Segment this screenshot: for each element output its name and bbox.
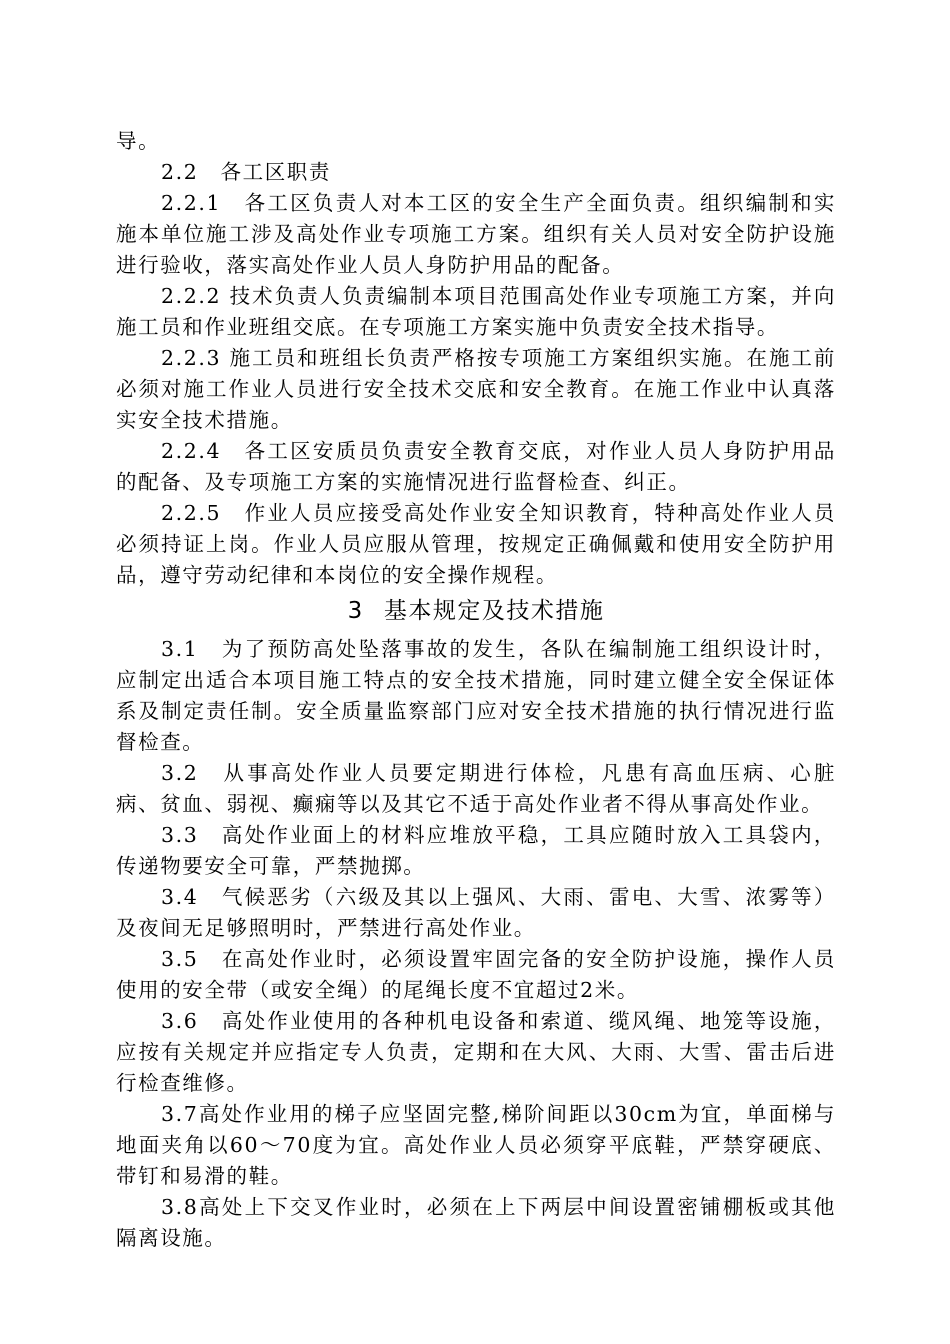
paragraph-2-2-4: 2.2.4 各工区安质员负责安全教育交底，对作业人员人身防护用品的配备、及专项施工方案的实施情况进行监督检查、纠正。 (116, 439, 836, 494)
paragraph-3-6: 3.6 高处作业使用的各种机电设备和索道、缆风绳、地笼等设施，应按有关规定并应指定专人负责，定期和在大风、大雨、大雪、雷击后进行检查维修。 (116, 1009, 836, 1095)
paragraph-3-7: 3.7高处作业用的梯子应坚固完整,梯阶间距以30cm为宜，单面梯与地面夹角以60～70度为宜。高处作业人员必须穿平底鞋，严禁穿硬底、带钉和易滑的鞋。 (116, 1102, 836, 1188)
section-3-number: 3 (347, 598, 364, 624)
paragraph-3-8: 3.8高处上下交叉作业时，必须在上下两层中间设置密铺棚板或其他隔离设施。 (116, 1195, 836, 1250)
section-2-2-title: 2.2 各工区职责 (161, 160, 332, 184)
paragraph-3-2: 3.2 从事高处作业人员要定期进行体检，凡患有高血压病、心脏病、贫血、弱视、癫痫等以及其它不适于高处作业者不得从事高处作业。 (116, 761, 836, 816)
section-3-heading (116, 596, 836, 626)
paragraph-3-4: 3.4 气候恶劣（六级及其以上强风、大雨、雷电、大雪、浓雾等）及夜间无足够照明时，严禁进行高处作业。 (116, 885, 836, 940)
paragraph-2-2-3: 2.2.3 施工员和班组长负责严格按专项施工方案组织实施。在施工前必须对施工作业人员进行安全技术交底和安全教育。在施工作业中认真落实安全技术措施。 (116, 346, 836, 432)
section-3-title: 基本规定及技术措施 (383, 598, 605, 624)
paragraph-3-3: 3.3 高处作业面上的材料应堆放平稳，工具应随时放入工具袋内，传递物要安全可靠，严禁抛掷。 (116, 823, 836, 878)
paragraph-2-2-1: 2.2.1 各工区负责人对本工区的安全生产全面负责。组织编制和实施本单位施工涉及高处作业专项施工方案。组织有关人员对安全防护设施进行验收，落实高处作业人员人身防护用品的配备。 (116, 191, 836, 277)
paragraph-3-5: 3.5 在高处作业时，必须设置牢固完备的安全防护设施，操作人员使用的安全带（或安全绳）的尾绳长度不宜超过2米。 (116, 947, 836, 1002)
document-body (116, 126, 836, 1254)
paragraph-2-2-2: 2.2.2 技术负责人负责编制本项目范围高处作业专项施工方案，并向施工员和作业班组交底。在专项施工方案实施中负责安全技术指导。 (116, 284, 836, 339)
paragraph-2-2-5: 2.2.5 作业人员应接受高处作业安全知识教育，特种高处作业人员必须持证上岗。作业人员应服从管理，按规定正确佩戴和使用安全防护用品，遵守劳动纪律和本岗位的安全操作规程。 (116, 501, 836, 587)
paragraph-3-1: 3.1 为了预防高处坠落事故的发生，各队在编制施工组织设计时，应制定出适合本项目施工特点的安全技术措施，同时建立健全安全保证体系及制定责任制。安全质量监察部门应对安全技术措施的执行情况进行监督检查。 (116, 637, 836, 754)
paragraph-continuation: 导。 (116, 129, 161, 153)
